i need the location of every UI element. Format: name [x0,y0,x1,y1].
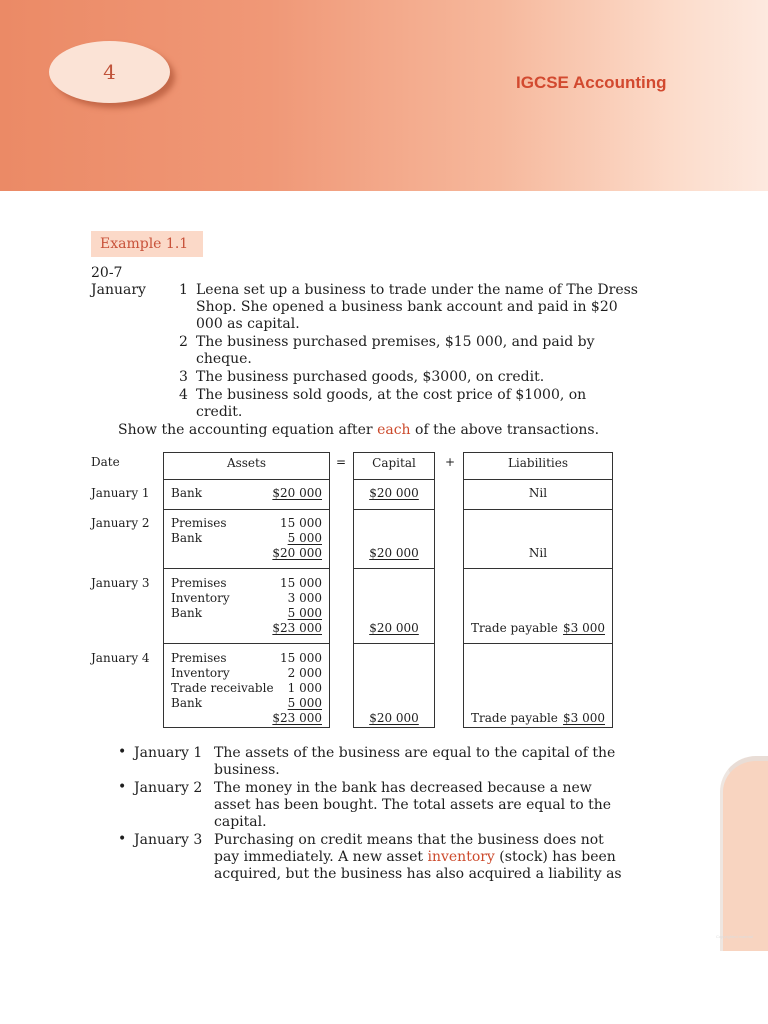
asset-name: Premises [171,576,227,590]
note-line: business. [214,762,280,778]
header-capital: Capital [372,456,416,470]
transaction-line: The business purchased premises, $15 000, and paid by [196,334,595,350]
instruction-text [118,422,599,439]
row-date: January 1 [91,486,150,500]
asset-amount: 2 000 [287,666,322,680]
note-line: Purchasing on credit means that the business does not [214,832,604,848]
liability-label: Trade payable [471,621,558,635]
asset-name: Premises [171,516,227,530]
asset-amount: 3 000 [287,591,322,605]
page-edge-tab [720,756,768,951]
note-date: January 2 [134,780,203,796]
row-date: January 4 [91,651,150,665]
note-line: capital. [214,814,267,830]
liability-value: Nil [528,546,548,560]
month-label: January [91,282,146,298]
header-date: Date [91,455,120,469]
transaction-line: The business purchased goods, $3000, on credit. [196,369,545,385]
asset-total: $20 000 [272,546,322,560]
book-title: IGCSE Accounting [516,73,667,92]
instruction-part: Show the accounting equation after [118,422,378,438]
transaction-line: Leena set up a business to trade under the name of The Dress [196,282,638,298]
chapter-number: 4 [103,60,116,84]
asset-amount: 5 000 [287,606,322,620]
note-highlight: inventory [427,849,495,865]
note-line: The assets of the business are equal to the capital of the [214,745,616,761]
asset-name: Trade receivable [171,681,274,695]
asset-amount: 15 000 [280,651,322,665]
assets-header-box [163,452,330,480]
header-liabilities: Liabilities [507,456,569,470]
transaction-line: Shop. She opened a business bank account and paid in $20 [196,299,618,315]
note-line: The money in the bank has decreased because a new [214,780,592,796]
note-text: (stock) has been [494,849,616,865]
note-line: asset has been bought. The total assets are equal to the [214,797,612,813]
watermark-text: Copyrighted material [716,934,753,939]
asset-name: Premises [171,651,227,665]
liability-value: $3 000 [563,621,605,635]
transaction-number: 4 [179,387,188,403]
example-label: Example 1.1 [91,231,203,257]
asset-name: Bank [171,696,202,710]
capital-value: $20 000 [369,486,419,500]
liability-label: Trade payable [471,711,558,725]
note-text: pay immediately. A new asset [214,849,428,865]
capital-header-box [353,452,435,480]
liabilities-header-box [463,452,613,480]
chapter-number-badge [49,41,170,103]
year-label: 20-7 [91,265,123,281]
instruction-part: of the above transactions. [410,422,600,438]
transaction-line: 000 as capital. [196,316,300,332]
transaction-number: 1 [179,282,188,298]
capital-value: $20 000 [369,546,419,560]
transaction-number: 2 [179,334,188,350]
note-line: acquired, but the business has also acquired a liability as [214,866,622,882]
asset-name: Bank [171,486,202,500]
equals-sign: = [336,455,347,469]
asset-amount: 1 000 [287,681,322,695]
plus-sign: + [445,455,456,469]
note-date: January 3 [134,832,203,848]
row-date: January 2 [91,516,150,530]
bullet-icon: • [118,744,127,760]
bullet-icon: • [118,831,127,847]
asset-total: $23 000 [272,711,322,725]
asset-name: Inventory [171,591,230,605]
asset-name: Bank [171,606,202,620]
note-line [214,849,616,866]
asset-name: Inventory [171,666,230,680]
bullet-icon: • [118,779,127,795]
instruction-highlight: each [377,422,411,438]
asset-amount: 15 000 [280,516,322,530]
transaction-line: The business sold goods, at the cost price of $1000, on [196,387,587,403]
asset-amount: 15 000 [280,576,322,590]
row-date: January 3 [91,576,150,590]
note-date: January 1 [134,745,203,761]
liability-value: $3 000 [563,711,605,725]
capital-value: $20 000 [369,621,419,635]
transaction-line: cheque. [196,351,252,367]
transaction-number: 3 [179,369,188,385]
asset-amount: $20 000 [272,486,322,500]
transaction-line: credit. [196,404,243,420]
capital-value: $20 000 [369,711,419,725]
liability-value: Nil [528,486,548,500]
header-assets: Assets [226,456,267,470]
asset-amount: 5 000 [287,696,322,710]
asset-name: Bank [171,531,202,545]
asset-amount: 5 000 [287,531,322,545]
asset-total: $23 000 [272,621,322,635]
